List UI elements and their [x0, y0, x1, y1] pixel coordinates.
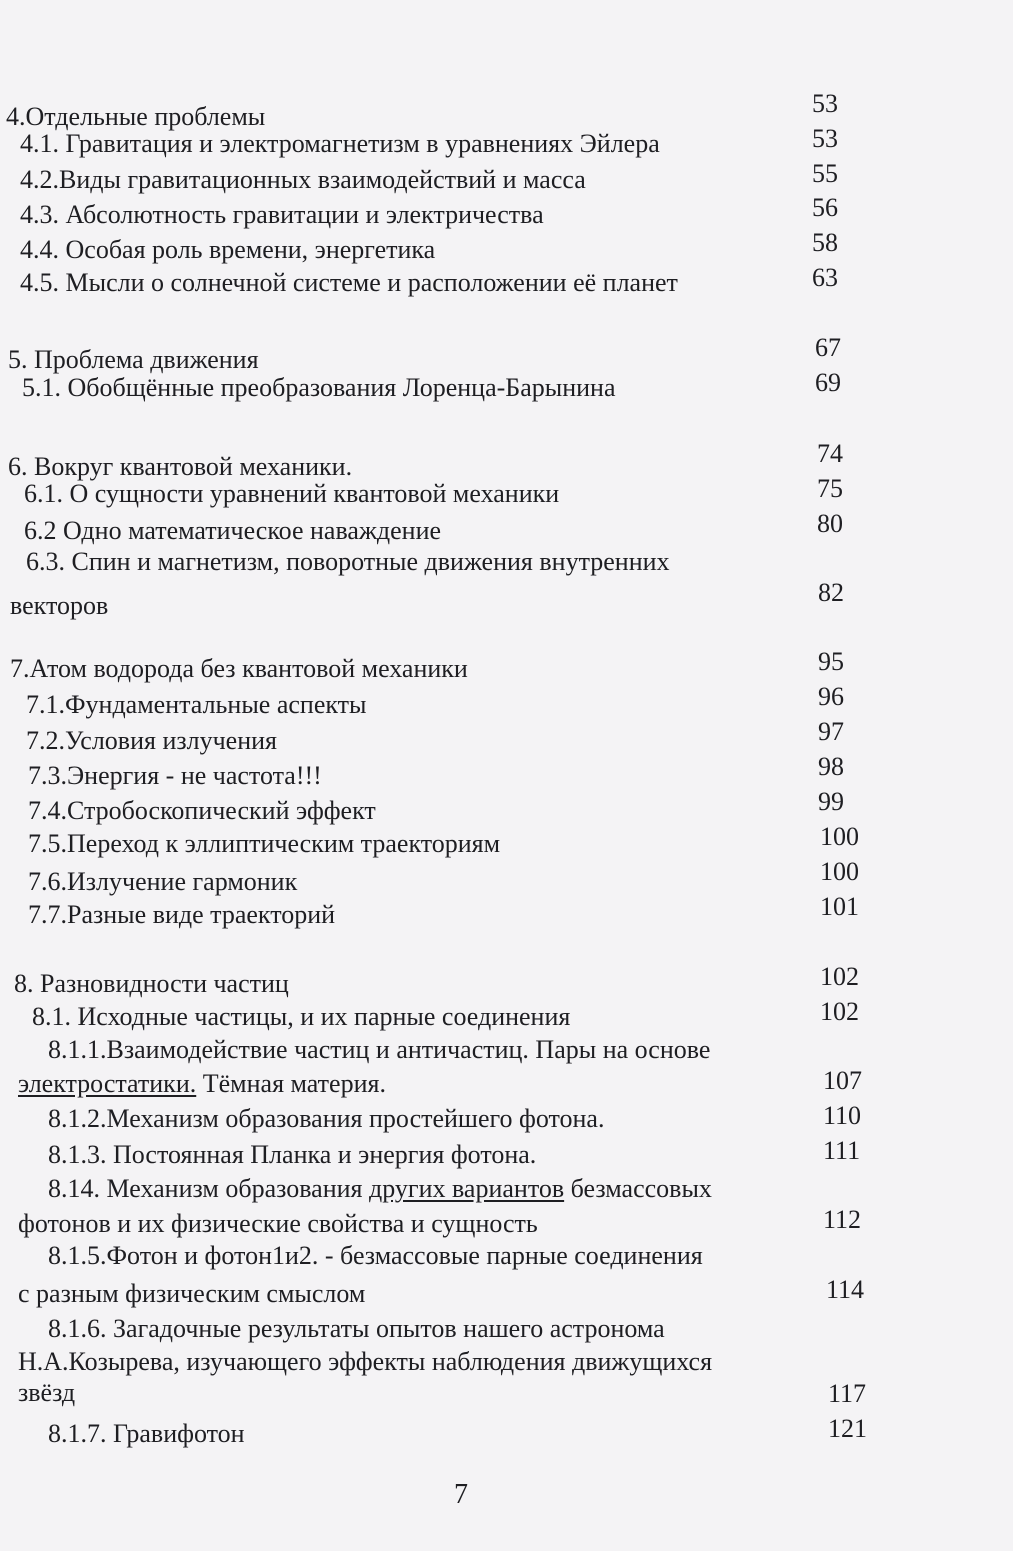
- toc-entry-6-1: 6.1. О сущности уравнений квантовой механики: [24, 479, 560, 508]
- toc-entry-8-1-6-continued: звёзд: [18, 1378, 76, 1407]
- toc-page-number: 69: [815, 368, 841, 397]
- toc-entry-7-5: 7.5.Переход к эллиптическим траекториям: [28, 829, 501, 858]
- toc-entry-7-3: 7.3.Энергия - не частота!!!: [28, 761, 322, 790]
- toc-entry-8-1-6: 8.1.6. Загадочные результаты опытов нашего астронома: [48, 1314, 665, 1343]
- toc-page-number: 80: [817, 509, 843, 538]
- toc-page-number: 121: [828, 1414, 867, 1443]
- toc-page-number: 97: [818, 717, 844, 746]
- toc-entry-4-2: 4.2.Виды гравитационных взаимодействий и масса: [20, 165, 586, 194]
- toc-entry-8-1-4-continued: фотонов и их физические свойства и сущность: [18, 1209, 538, 1238]
- toc-entry-8-1-7: 8.1.7. Гравифотон: [48, 1419, 245, 1448]
- toc-chapter-5: 5. Проблема движения: [8, 345, 259, 374]
- toc-entry-4-3: 4.3. Абсолютность гравитации и электричества: [20, 200, 544, 229]
- toc-chapter-8: 8. Разновидности частиц: [14, 969, 289, 998]
- toc-page-number: 55: [812, 159, 838, 188]
- toc-entry-7-1: 7.1.Фундаментальные аспекты: [26, 690, 367, 719]
- toc-page-number: 53: [812, 124, 838, 153]
- toc-entry-4-4: 4.4. Особая роль времени, энергетика: [20, 235, 436, 264]
- toc-entry-6-3: 6.3. Спин и магнетизм, поворотные движения внутренних: [26, 547, 670, 576]
- toc-page-number: 82: [818, 578, 844, 607]
- toc-entry-7-2: 7.2.Условия излучения: [26, 726, 278, 755]
- toc-page-number: 100: [820, 822, 859, 851]
- toc-page-number: 101: [820, 892, 859, 921]
- toc-entry-5-1: 5.1. Обобщённые преобразования Лоренца-Барынина: [22, 373, 616, 402]
- toc-page-number: 117: [828, 1379, 867, 1408]
- toc-entry-6-3-continued: векторов: [10, 591, 109, 620]
- toc-entry-8-1-1-continued: [18, 1068, 386, 1100]
- toc-entry-8-1-5: 8.1.5.Фотон и фотон1и2. - безмассовые парные соединения: [48, 1241, 703, 1270]
- toc-entry-6-2: 6.2 Одно математическое наваждение: [24, 516, 442, 545]
- toc-page-number: 56: [812, 193, 838, 222]
- line-text: 8.14. Механизм образования: [48, 1174, 370, 1203]
- toc-page-number: 96: [818, 682, 844, 711]
- underlined-text: электростатики.: [18, 1069, 197, 1098]
- toc-chapter-4: 4.Отдельные проблемы: [6, 102, 266, 131]
- toc-page-number: 114: [826, 1275, 865, 1304]
- toc-entry-8-1-3: 8.1.3. Постоянная Планка и энергия фотона.: [48, 1140, 537, 1169]
- toc-chapter-7: 7.Атом водорода без квантовой механики: [10, 654, 468, 683]
- toc-page-number: 53: [812, 89, 838, 118]
- toc-page-number: 110: [823, 1101, 862, 1130]
- toc-page-number: 95: [818, 647, 844, 676]
- toc-entry-7-6: 7.6.Излучение гармоник: [28, 867, 298, 896]
- toc-page-number: 67: [815, 333, 841, 362]
- toc-entry-8-1-5-continued: с разным физическим смыслом: [18, 1279, 366, 1308]
- toc-page-number: 102: [820, 962, 859, 991]
- line-text: Тёмная материя.: [196, 1069, 386, 1098]
- toc-entry-4-1: 4.1. Гравитация и электромагнетизм в уравнениях Эйлера: [20, 129, 660, 158]
- toc-entry-8-1-6-continued: Н.А.Козырева, изучающего эффекты наблюдения движущихся: [18, 1347, 713, 1376]
- toc-page-number: 63: [812, 263, 838, 292]
- toc-page-number: 74: [817, 439, 843, 468]
- toc-page-number: 98: [818, 752, 844, 781]
- underlined-text: других вариантов: [369, 1174, 565, 1203]
- toc-entry-7-4: 7.4.Стробоскопический эффект: [28, 796, 376, 825]
- toc-page-number: 99: [818, 787, 844, 816]
- line-text: безмассовых: [564, 1174, 712, 1203]
- toc-entry-7-7: 7.7.Разные виде траекторий: [28, 900, 336, 929]
- toc-entry-8-1-2: 8.1.2.Механизм образования простейшего фотона.: [48, 1104, 605, 1133]
- toc-page-number: 58: [812, 228, 838, 257]
- toc-page-number: 75: [817, 474, 843, 503]
- toc-entry-8-1-4: [48, 1173, 712, 1205]
- toc-page-number: 111: [823, 1136, 861, 1165]
- toc-page-number: 112: [823, 1205, 862, 1234]
- toc-entry-4-5: 4.5. Мысли о солнечной системе и расположении её планет: [20, 268, 678, 297]
- toc-entry-8-1: 8.1. Исходные частицы, и их парные соединения: [32, 1002, 571, 1031]
- toc-entry-8-1-1: 8.1.1.Взаимодействие частиц и античастиц. Пары на основе: [48, 1035, 711, 1064]
- toc-chapter-6: 6. Вокруг квантовой механики.: [8, 452, 353, 481]
- toc-page-number: 107: [823, 1066, 862, 1095]
- toc-page-number: 102: [820, 997, 859, 1026]
- footer-page-number: 7: [454, 1479, 468, 1510]
- toc-page-number: 100: [820, 857, 859, 886]
